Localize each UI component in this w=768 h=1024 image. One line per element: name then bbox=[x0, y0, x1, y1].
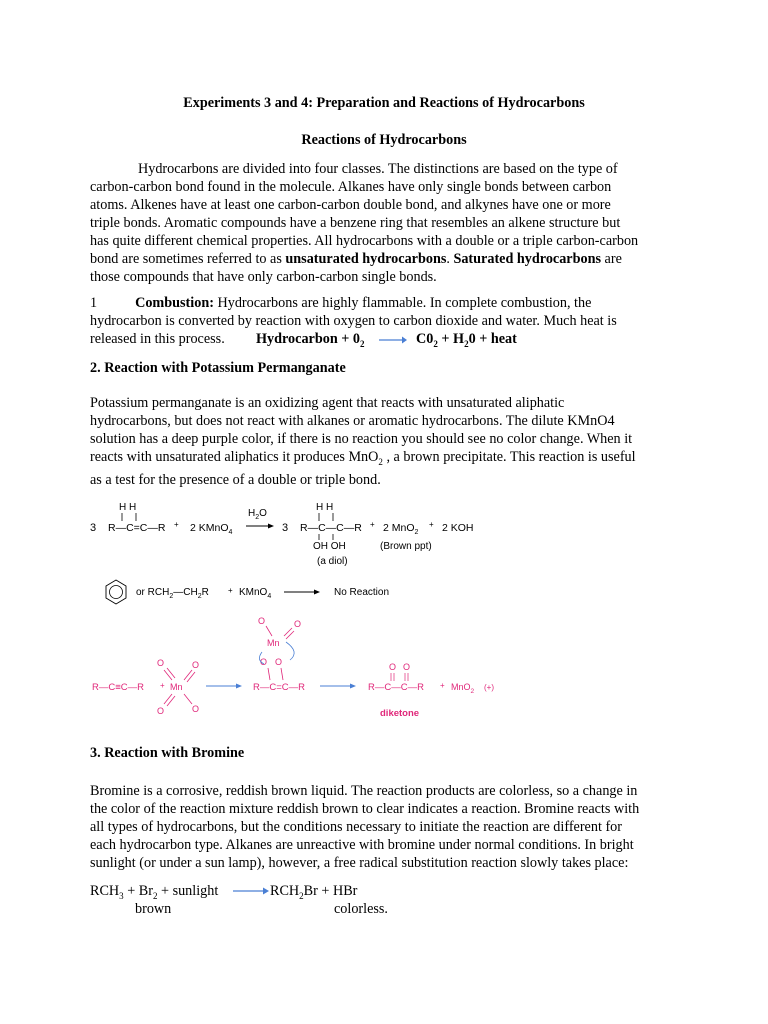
reaction1-brown-ppt: (Brown ppt) bbox=[380, 541, 432, 552]
reaction1-coefficient: 3 bbox=[90, 522, 97, 534]
label-brown: brown bbox=[135, 901, 172, 917]
term-unsaturated: unsaturated hydrocarbons bbox=[285, 251, 447, 267]
combustion-number: 1 bbox=[90, 295, 98, 311]
combustion-equation-right: $C0_2 + H_20$ + heat bbox=[416, 331, 517, 349]
bromine-paragraph: Bromine is a corrosive, reddish brown liquid. The reaction products are colorless, so a change in the color of the reaction mixture reddish brown to clear indicates a reaction. Bromine reacts with all types of hydrocarbons, but the conditions necessary to initiate the reaction are different for each hydrocarbon type. Alkanes are unreactive with bromine under normal conditions. In bright sunlight (or under a sun lamp), however, a free radical substitution reaction slowly takes place: bbox=[90, 783, 640, 871]
section-2-heading: 2. Reaction with Potassium Permanganate bbox=[90, 360, 346, 376]
svg-text:O: O bbox=[389, 662, 397, 672]
reaction1-coefficient-2: 3 bbox=[282, 522, 289, 534]
svg-text:O: O bbox=[192, 704, 200, 714]
bromine-equation-right: $RCH_2Br$ + HBr bbox=[270, 883, 358, 901]
svg-text:(+): (+) bbox=[484, 683, 494, 692]
intro-line: triple bonds. Aromatic compounds have a benzene ring that resembles an alkene structure but bbox=[90, 215, 621, 231]
svg-text:O: O bbox=[294, 619, 302, 629]
svg-text:+: + bbox=[370, 520, 375, 529]
intro-paragraph bbox=[90, 160, 676, 286]
intro-line: carbon-carbon bond found in the molecule. Alkanes have only single bonds between carbon bbox=[90, 179, 612, 195]
reaction3-manganese-2: Mn bbox=[267, 638, 280, 648]
page-title: Experiments 3 and 4: Preparation and Reactions of Hydrocarbons bbox=[183, 95, 585, 111]
svg-text:O: O bbox=[403, 662, 411, 672]
svg-text:O: O bbox=[258, 616, 266, 626]
reaction1-product-hydrogens: H H bbox=[316, 502, 334, 513]
svg-text:+: + bbox=[228, 586, 233, 595]
reaction1-koh: 2 KOH bbox=[442, 522, 474, 534]
reaction3-alkyne: R—C≡C—R bbox=[92, 682, 144, 693]
reaction1-kmno4: 2 KMnO$_4$ bbox=[190, 522, 233, 536]
benzene-ring-icon bbox=[106, 580, 126, 604]
reaction3-mno2: MnO$_2$ bbox=[451, 682, 475, 695]
svg-text:O: O bbox=[157, 658, 165, 668]
section-3-heading: 3. Reaction with Bromine bbox=[90, 745, 245, 761]
combustion-equation-left: Hydrocarbon + $0_2$ bbox=[256, 331, 365, 349]
label-colorless: colorless. bbox=[334, 901, 388, 917]
reaction2-kmno4: KMnO$_4$ bbox=[239, 587, 272, 600]
intro-line: bond are sometimes referred to as unsaturated hydrocarbons. Saturated hydrocarbons are bbox=[90, 251, 622, 267]
reaction1-diol-label: (a diol) bbox=[317, 556, 348, 567]
reaction3-intermediate: R—C=C—R bbox=[253, 682, 305, 693]
svg-text:+: + bbox=[160, 681, 165, 690]
svg-text:+: + bbox=[440, 681, 445, 690]
reaction2-alkane: or $RCH_2—CH_2R$ bbox=[136, 587, 209, 600]
reaction1-hydrogens: H H bbox=[119, 502, 137, 513]
reaction1-hydroxyls: OH OH bbox=[313, 541, 346, 552]
reaction1-mno2: 2 MnO$_2$ bbox=[383, 522, 419, 536]
reaction1-product: R—C—C—R bbox=[300, 522, 362, 534]
reaction1-plus: + bbox=[174, 520, 179, 529]
term-saturated: Saturated hydrocarbons bbox=[453, 251, 601, 267]
combustion-arrow-icon bbox=[378, 334, 408, 346]
intro-line: atoms. Alkenes have at least one carbon-carbon double bond, and alkynes have one or more bbox=[90, 197, 611, 213]
svg-text:O: O bbox=[260, 657, 268, 667]
reaction1-water: $H_2O$ bbox=[248, 508, 267, 521]
svg-text:O: O bbox=[275, 657, 283, 667]
bromine-equation-left: $RCH_3 + Br_2$ + sunlight bbox=[90, 883, 219, 901]
reaction3-diketone-label: diketone bbox=[380, 708, 420, 719]
section-subtitle: Reactions of Hydrocarbons bbox=[301, 132, 467, 148]
reaction3-product: R—C—C—R bbox=[368, 682, 424, 693]
intro-line: those compounds that have only carbon-carbon single bonds. bbox=[90, 269, 437, 285]
combustion-paragraph: 1 Combustion: Hydrocarbons are highly flammable. In complete combustion, the hydrocarbon is converted by reaction with oxygen to carbon dioxide and water. Much heat is released in this process. bbox=[90, 295, 617, 347]
reaction3-manganese: Mn bbox=[170, 682, 183, 692]
permanganate-reaction-scheme bbox=[86, 494, 506, 726]
svg-text:O: O bbox=[192, 660, 200, 670]
intro-line: has quite different chemical properties. All hydrocarbons with a double or a triple carbon-carbon bbox=[90, 233, 639, 249]
bromine-arrow-icon bbox=[232, 885, 270, 897]
permanganate-paragraph: Potassium permanganate is an oxidizing agent that reacts with unsaturated aliphatic hydrocarbons, but does not react with alkanes or aromatic hydrocarbons. The dilute KMnO4 solution has a deep purple color, if there is no reaction you should see no color change. When it reacts with unsaturated aliphatics it produces MnO$_2$ , a brown precipitate. This reaction is useful as a test for the presence of a double or triple bond. bbox=[90, 395, 636, 488]
reaction2-no-reaction: No Reaction bbox=[334, 587, 390, 598]
svg-text:O: O bbox=[157, 706, 165, 716]
intro-line: Hydrocarbons are divided into four classes. The distinctions are based on the type of bbox=[138, 161, 618, 177]
reaction1-alkene: R—C=C—R bbox=[108, 522, 166, 534]
svg-text:+: + bbox=[429, 520, 434, 529]
combustion-label: Combustion: bbox=[135, 295, 214, 311]
